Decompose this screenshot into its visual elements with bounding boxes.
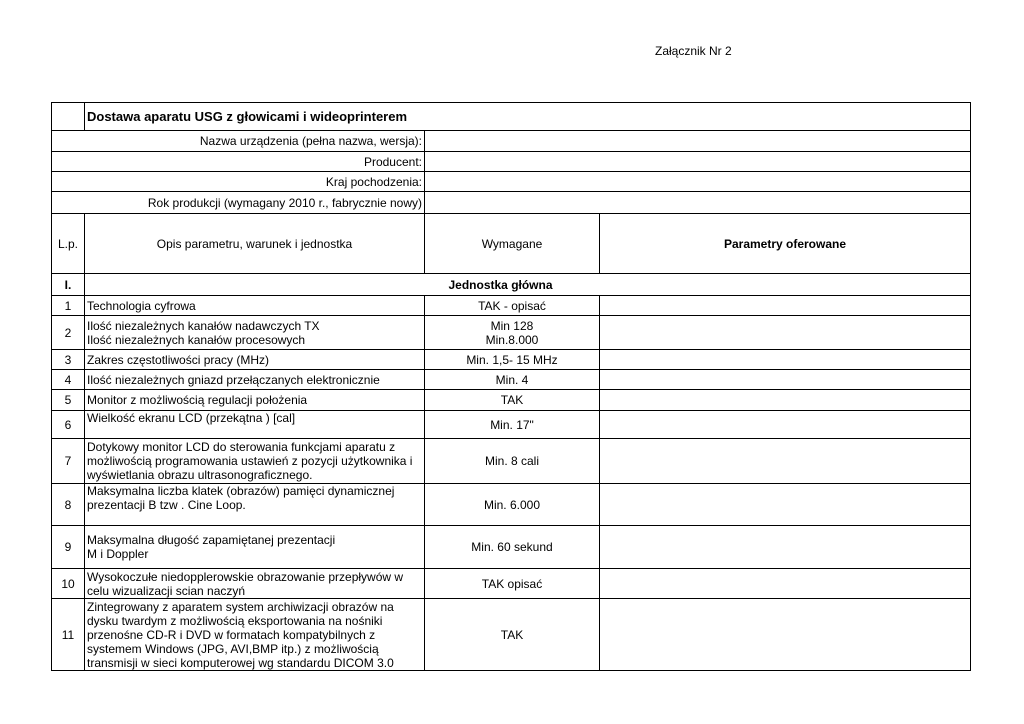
row-offered-input[interactable] xyxy=(600,569,971,599)
column-header-desc: Opis parametru, warunek i jednostka xyxy=(85,214,425,274)
row-lp: 10 xyxy=(52,569,85,599)
table-row xyxy=(52,439,971,484)
device-name-field[interactable] xyxy=(425,131,971,152)
row-desc: Wysokoczułe niedopplerowskie obrazowanie przepływów w celu wizualizacji scian naczyń xyxy=(85,569,425,599)
row-desc: Zakres częstotliwości pracy (MHz) xyxy=(85,350,425,370)
document-title: Dostawa aparatu USG z głowicami i wideoprinterem xyxy=(85,103,971,131)
row-lp: 5 xyxy=(52,390,85,411)
column-header-lp: L.p. xyxy=(52,214,85,274)
row-desc: Dotykowy monitor LCD do sterowania funkcjami aparatu z możliwością programowania ustawień z pozycji użytkownika i wyświetlania obrazu ultrasonograficznego. xyxy=(85,439,425,484)
column-header-required: Wymagane xyxy=(425,214,600,274)
row-required: TAK - opisać xyxy=(425,296,600,316)
table-row xyxy=(52,484,971,526)
table-row xyxy=(52,316,971,350)
row-required: TAK xyxy=(425,599,600,671)
row-required: Min. 6.000 xyxy=(425,484,600,526)
specification-table xyxy=(51,102,971,671)
row-desc: Maksymalna długość zapamiętanej prezentacji M i Doppler xyxy=(85,526,425,569)
info-row xyxy=(52,192,971,214)
row-lp: 4 xyxy=(52,370,85,390)
row-required: Min. 60 sekund xyxy=(425,526,600,569)
row-required: TAK xyxy=(425,390,600,411)
section-name: Jednostka główna xyxy=(425,274,971,296)
section-number: I. xyxy=(52,274,85,296)
row-lp: 9 xyxy=(52,526,85,569)
row-desc: Ilość niezależnych kanałów nadawczych TX Ilość niezależnych kanałów procesowych xyxy=(85,316,425,350)
section-row xyxy=(52,274,971,296)
section-spacer xyxy=(85,274,425,296)
row-required: Min. 1,5- 15 MHz xyxy=(425,350,600,370)
table-row xyxy=(52,526,971,569)
table-row xyxy=(52,569,971,599)
row-offered-input[interactable] xyxy=(600,370,971,390)
row-offered-input[interactable] xyxy=(600,599,971,671)
row-lp: 2 xyxy=(52,316,85,350)
row-offered-input[interactable] xyxy=(600,439,971,484)
row-required: Min. 4 xyxy=(425,370,600,390)
row-lp: 11 xyxy=(52,599,85,671)
row-lp: 1 xyxy=(52,296,85,316)
row-desc: Monitor z możliwością regulacji położenia xyxy=(85,390,425,411)
row-desc: Maksymalna liczba klatek (obrazów) pamięci dynamicznej prezentacji B tzw . Cine Loop. xyxy=(85,484,425,526)
table-row xyxy=(52,370,971,390)
row-lp: 7 xyxy=(52,439,85,484)
row-lp: 3 xyxy=(52,350,85,370)
column-header-row xyxy=(52,214,971,274)
attachment-label: Załącznik Nr 2 xyxy=(655,44,732,58)
production-year-field[interactable] xyxy=(425,192,971,214)
producer-field[interactable] xyxy=(425,152,971,172)
table-row xyxy=(52,350,971,370)
row-lp: 8 xyxy=(52,484,85,526)
info-label: Nazwa urządzenia (pełna nazwa, wersja): xyxy=(52,131,425,152)
row-desc: Wielkość ekranu LCD (przekątna ) [cal] xyxy=(85,411,425,439)
row-offered-input[interactable] xyxy=(600,316,971,350)
row-desc: Ilość niezależnych gniazd przełączanych elektronicznie xyxy=(85,370,425,390)
row-required: Min. 8 cali xyxy=(425,439,600,484)
column-header-offered: Parametry oferowane xyxy=(600,214,971,274)
table-row xyxy=(52,296,971,316)
table-row xyxy=(52,390,971,411)
row-offered-input[interactable] xyxy=(600,526,971,569)
table-row xyxy=(52,599,971,671)
row-desc: Technologia cyfrowa xyxy=(85,296,425,316)
country-field[interactable] xyxy=(425,172,971,192)
table-row xyxy=(52,411,971,439)
row-offered-input[interactable] xyxy=(600,296,971,316)
info-row xyxy=(52,172,971,192)
info-row xyxy=(52,131,971,152)
info-label: Producent: xyxy=(52,152,425,172)
row-offered-input[interactable] xyxy=(600,390,971,411)
row-lp: 6 xyxy=(52,411,85,439)
row-required: TAK opisać xyxy=(425,569,600,599)
info-label: Kraj pochodzenia: xyxy=(52,172,425,192)
row-required: Min 128 Min.8.000 xyxy=(425,316,600,350)
title-row xyxy=(52,103,971,131)
row-offered-input[interactable] xyxy=(600,350,971,370)
title-empty-cell xyxy=(52,103,85,131)
row-offered-input[interactable] xyxy=(600,411,971,439)
row-required: Min. 17" xyxy=(425,411,600,439)
row-offered-input[interactable] xyxy=(600,484,971,526)
row-desc: Zintegrowany z aparatem system archiwizacji obrazów na dysku twardym z możliwością eksportowania na nośniki przenośne CD-R i DVD w formatach kompatybilnych z systemem Windows (JPG, AVI,BMP itp.) z możliwością transmisji w sieci komputerowej wg standardu DICOM 3.0 xyxy=(85,599,425,671)
info-row xyxy=(52,152,971,172)
info-label: Rok produkcji (wymagany 2010 r., fabrycznie nowy) xyxy=(52,192,425,214)
